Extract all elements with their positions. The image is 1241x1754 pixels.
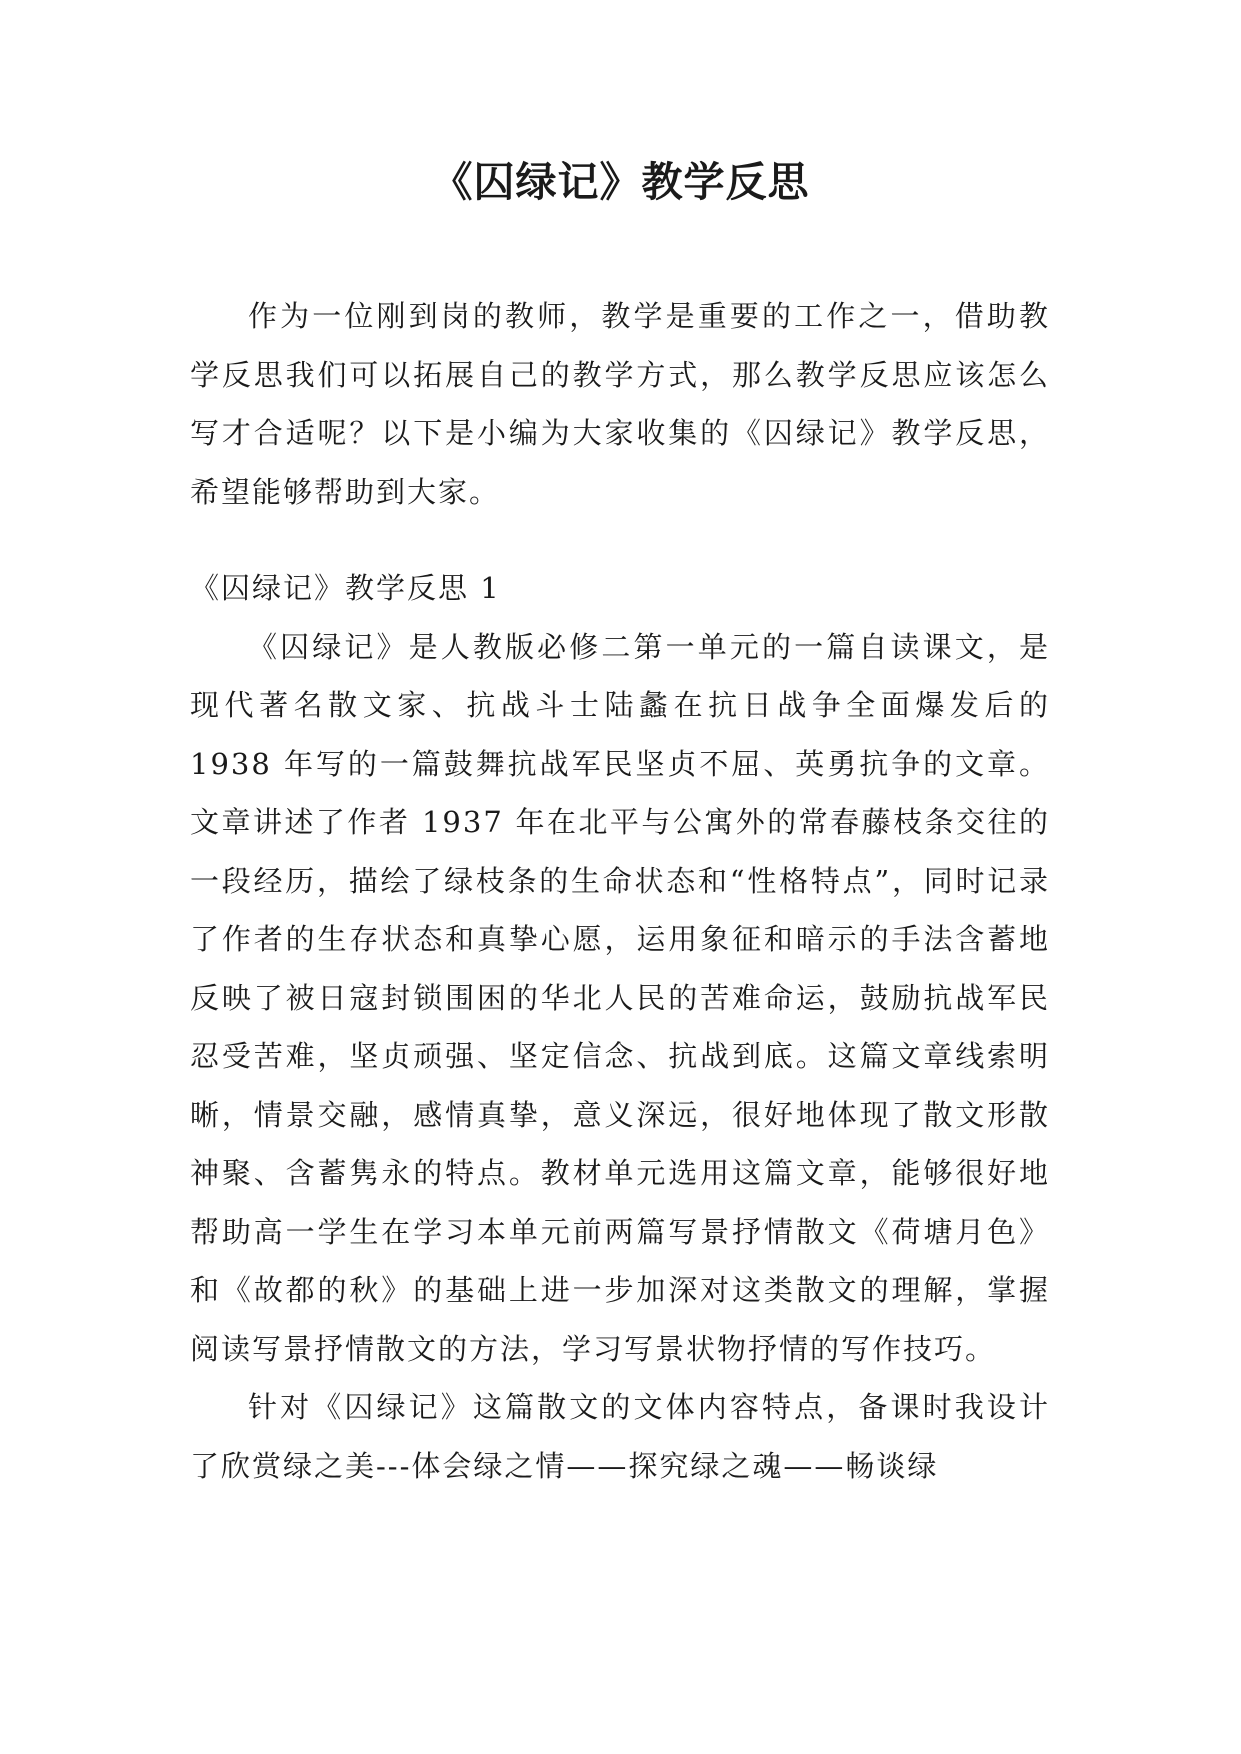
intro-paragraph: 作为一位刚到岗的教师，教学是重要的工作之一，借助教学反思我们可以拓展自己的教学方式，那么教学反思应该怎么写才合适呢？以下是小编为大家收集的《囚绿记》教学反思，希望能够帮助到大家。 — [190, 299, 1050, 509]
body-paragraph-2: 针对《囚绿记》这篇散文的文体内容特点，备课时我设计了欣赏绿之美---体会绿之情——探究绿之魂——畅谈绿 — [190, 1390, 1050, 1483]
section-heading: 《囚绿记》教学反思 1 — [190, 571, 501, 605]
body-paragraph-1: 《囚绿记》是人教版必修二第一单元的一篇自读课文，是现代著名散文家、抗战斗士陆蠡在抗日战争全面爆发后的 1938 年写的一篇鼓舞抗战军民坚贞不屈、英勇抗争的文章。文章讲述了作者 1937 年在北平与公寓外的常春藤枝条交往的一段经历，描绘了绿枝条的生命状态和“性格特点”，同时记录了作者的生存状态和真挚心愿，运用象征和暗示的手法含蓄地反映了被日寇封锁围困的华北人民的苦难命运，鼓励抗战军民忍受苦难，坚贞顽强、坚定信念、抗战到底。这篇文章线索明晰，情景交融，感情真挚，意义深远，很好地体现了散文形散神聚、含蓄隽永的特点。教材单元选用这篇文章，能够很好地帮助高一学生在学习本单元前两篇写景抒情散文《荷塘月色》和《故都的秋》的基础上进一步加深对这类散文的理解，掌握阅读写景抒情散文的方法，学习写景状物抒情的写作技巧。 — [190, 629, 1050, 1366]
document-body — [190, 287, 1050, 1495]
document-title: 《囚绿记》教学反思 — [431, 158, 810, 206]
